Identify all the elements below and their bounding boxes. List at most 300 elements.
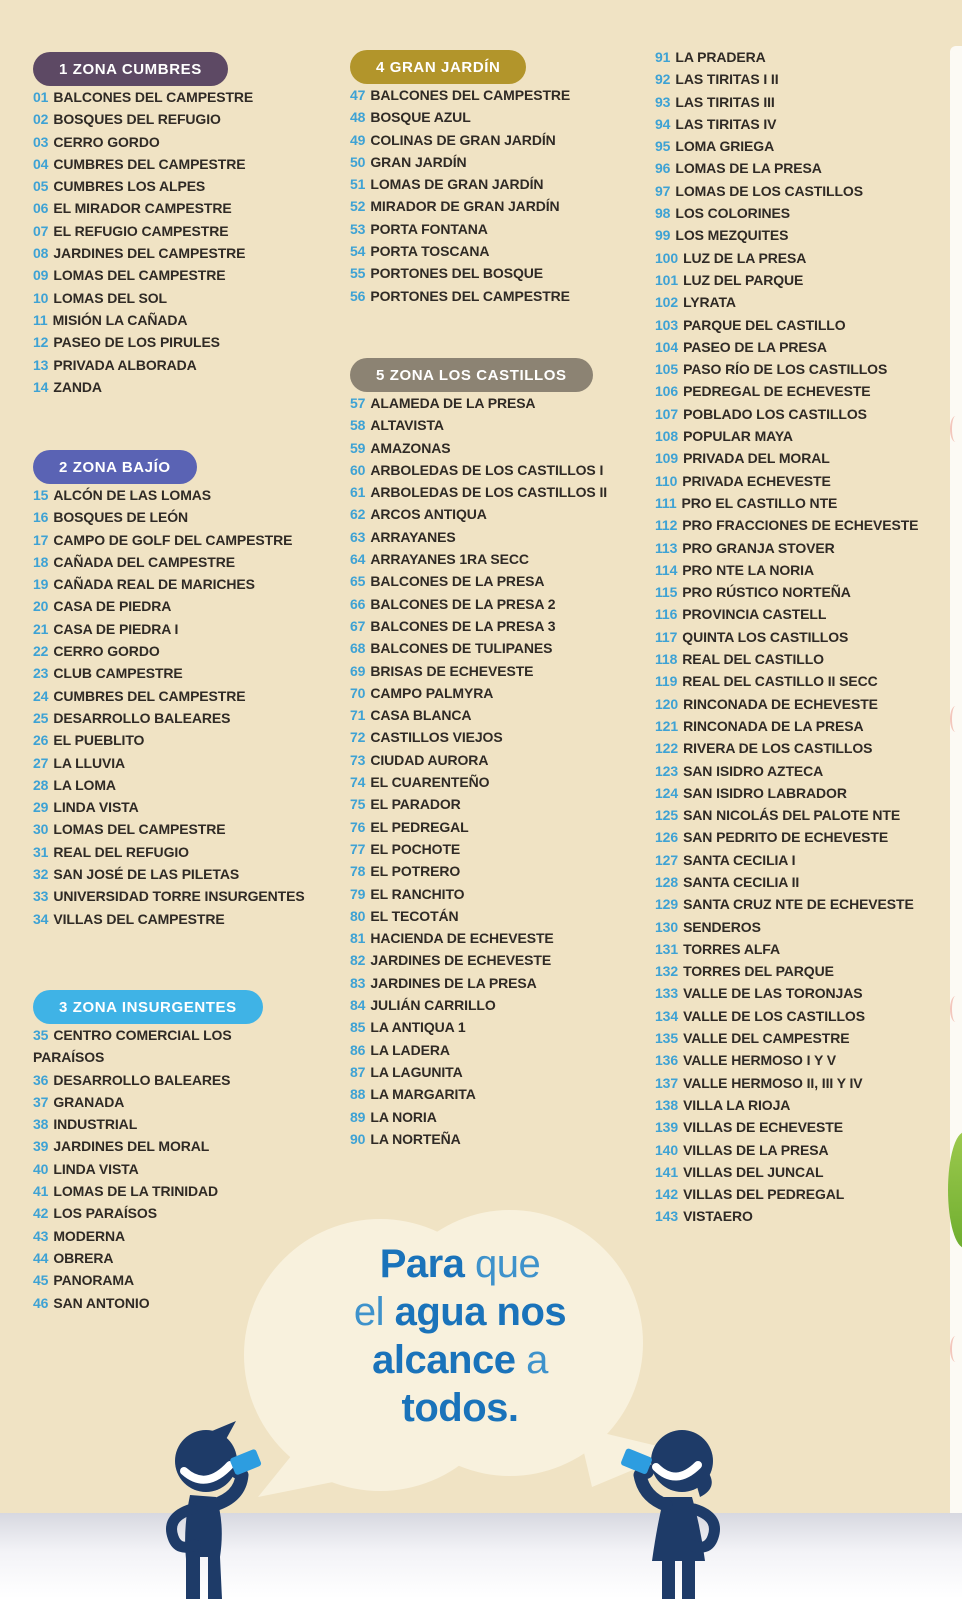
item-name: DESARROLLO BALEARES bbox=[53, 1071, 231, 1088]
item-number: 109 bbox=[655, 450, 679, 467]
item-name: SENDEROS bbox=[683, 918, 761, 935]
list-item bbox=[655, 938, 955, 960]
item-number: 130 bbox=[655, 918, 679, 935]
item-name: BRISAS DE ECHEVESTE bbox=[370, 662, 534, 679]
bubble-line-4 bbox=[295, 1384, 625, 1432]
item-name: ARBOLEDAS DE LOS CASTILLOS I bbox=[370, 461, 604, 478]
item-name: CAMPO PALMYRA bbox=[370, 684, 494, 701]
list-item bbox=[655, 559, 955, 581]
item-name: JARDINES DE ECHEVESTE bbox=[370, 952, 552, 969]
zone-pill-los-castillos: 5 ZONA LOS CASTILLOS bbox=[350, 358, 593, 392]
item-name: RINCONADA DE ECHEVESTE bbox=[683, 695, 878, 712]
item-number: 22 bbox=[33, 643, 49, 660]
item-number: 85 bbox=[350, 1019, 366, 1036]
item-name: POBLADO LOS CASTILLOS bbox=[683, 405, 867, 422]
item-name: LA NORTEÑA bbox=[370, 1130, 461, 1147]
item-name: LOS COLORINES bbox=[675, 205, 790, 222]
list-item bbox=[33, 818, 343, 840]
item-name: CERRO GORDO bbox=[53, 643, 160, 660]
list-item bbox=[33, 153, 343, 175]
zone-section-gran-jardin bbox=[350, 50, 650, 307]
list-item bbox=[350, 927, 650, 949]
zone-section-cumbres bbox=[33, 52, 343, 398]
zone-list-gran-jardin bbox=[350, 84, 650, 307]
item-number: 06 bbox=[33, 200, 49, 217]
list-item bbox=[350, 262, 650, 284]
list-item bbox=[350, 437, 650, 459]
list-item bbox=[33, 529, 343, 551]
item-number: 96 bbox=[655, 160, 671, 177]
list-item bbox=[33, 573, 343, 595]
item-number: 41 bbox=[33, 1183, 49, 1200]
item-name: SAN ISIDRO AZTECA bbox=[683, 762, 824, 779]
list-item bbox=[33, 484, 343, 506]
list-item bbox=[655, 1049, 955, 1071]
item-number: 86 bbox=[350, 1041, 366, 1058]
item-number: 33 bbox=[33, 888, 49, 905]
list-item bbox=[655, 358, 955, 380]
item-name: ARBOLEDAS DE LOS CASTILLOS II bbox=[370, 484, 608, 501]
item-number: 108 bbox=[655, 428, 679, 445]
item-number: 74 bbox=[350, 774, 366, 791]
list-item bbox=[33, 729, 343, 751]
item-name: PORTONES DEL BOSQUE bbox=[370, 265, 543, 282]
item-name: OBRERA bbox=[53, 1249, 114, 1266]
page-edge-strip bbox=[950, 46, 962, 1599]
item-name: PRIVADA ALBORADA bbox=[53, 356, 197, 373]
item-name: LOS PARAÍSOS bbox=[53, 1205, 157, 1222]
list-item bbox=[350, 771, 650, 793]
list-item bbox=[655, 336, 955, 358]
list-item bbox=[655, 1139, 955, 1161]
drinking-person-right bbox=[608, 1409, 738, 1599]
item-name: ARRAYANES bbox=[370, 528, 456, 545]
item-name: EL PUEBLITO bbox=[53, 732, 145, 749]
item-number: 126 bbox=[655, 829, 679, 846]
list-item bbox=[655, 314, 955, 336]
item-number: 106 bbox=[655, 383, 679, 400]
list-item bbox=[350, 392, 650, 414]
item-number: 04 bbox=[33, 155, 49, 172]
item-number: 138 bbox=[655, 1096, 679, 1113]
list-item bbox=[655, 425, 955, 447]
item-name: RINCONADA DE LA PRESA bbox=[683, 717, 864, 734]
list-item bbox=[655, 826, 955, 848]
bubble-text-segment: Para bbox=[379, 1242, 465, 1286]
item-name: BALCONES DEL CAMPESTRE bbox=[53, 89, 254, 105]
item-name: BALCONES DE LA PRESA 2 bbox=[370, 595, 556, 612]
item-number: 66 bbox=[350, 595, 366, 612]
item-number: 24 bbox=[33, 687, 49, 704]
zone-list-los-castillos bbox=[350, 392, 650, 1150]
item-number: 32 bbox=[33, 866, 49, 883]
item-name: EL CUARENTEÑO bbox=[370, 774, 490, 791]
item-name: CASTILLOS VIEJOS bbox=[370, 729, 503, 746]
item-name: PEDREGAL DE ECHEVESTE bbox=[683, 383, 871, 400]
list-item bbox=[655, 603, 955, 625]
list-item bbox=[350, 793, 650, 815]
item-name: BALCONES DE TULIPANES bbox=[370, 640, 553, 657]
item-number: 36 bbox=[33, 1071, 49, 1088]
item-name: LOMA GRIEGA bbox=[675, 138, 775, 155]
list-item bbox=[33, 1113, 285, 1135]
list-item bbox=[33, 287, 343, 309]
item-number: 46 bbox=[33, 1294, 49, 1311]
item-name: CUMBRES DEL CAMPESTRE bbox=[53, 155, 246, 172]
item-name: DESARROLLO BALEARES bbox=[53, 709, 231, 726]
item-number: 62 bbox=[350, 506, 366, 523]
list-item bbox=[33, 1135, 285, 1157]
item-name: SANTA CRUZ NTE DE ECHEVESTE bbox=[683, 896, 914, 913]
item-number: 79 bbox=[350, 885, 366, 902]
item-name: LOS MEZQUITES bbox=[675, 227, 789, 244]
list-item bbox=[655, 447, 955, 469]
item-name: INDUSTRIAL bbox=[53, 1116, 138, 1133]
item-number: 131 bbox=[655, 940, 679, 957]
item-name: PRIVADA DEL MORAL bbox=[683, 450, 830, 467]
item-name: HACIENDA DE ECHEVESTE bbox=[370, 930, 554, 947]
list-item bbox=[655, 737, 955, 759]
item-number: 20 bbox=[33, 598, 49, 615]
item-name: AMAZONAS bbox=[370, 439, 451, 456]
item-name: TORRES ALFA bbox=[683, 940, 780, 957]
bubble-text-segment: todos. bbox=[401, 1386, 519, 1430]
list-item bbox=[350, 682, 650, 704]
list-item bbox=[350, 816, 650, 838]
item-number: 54 bbox=[350, 243, 366, 260]
item-number: 42 bbox=[33, 1205, 49, 1222]
item-name: ARRAYANES 1RA SECC bbox=[370, 551, 529, 568]
item-name: ARCOS ANTIQUA bbox=[370, 506, 487, 523]
list-item bbox=[655, 982, 955, 1004]
list-item bbox=[655, 849, 955, 871]
list-item bbox=[350, 1106, 650, 1128]
item-number: 84 bbox=[350, 997, 366, 1014]
item-number: 129 bbox=[655, 896, 679, 913]
list-item bbox=[33, 662, 343, 684]
item-name: EL REFUGIO CAMPESTRE bbox=[53, 222, 229, 239]
list-item bbox=[350, 129, 650, 151]
item-number: 133 bbox=[655, 985, 679, 1002]
list-item bbox=[655, 648, 955, 670]
item-name: JARDINES DEL MORAL bbox=[53, 1138, 210, 1155]
item-name: SANTA CECILIA II bbox=[683, 873, 800, 890]
list-item bbox=[655, 1005, 955, 1027]
list-item bbox=[655, 380, 955, 402]
list-item bbox=[350, 151, 650, 173]
list-item bbox=[350, 972, 650, 994]
list-item bbox=[655, 91, 955, 113]
list-item bbox=[655, 537, 955, 559]
list-item bbox=[655, 113, 955, 135]
item-name: PRO RÚSTICO NORTEÑA bbox=[682, 584, 851, 601]
item-name: EL RANCHITO bbox=[370, 885, 465, 902]
item-name: PARQUE DEL CASTILLO bbox=[683, 316, 846, 333]
list-item bbox=[33, 309, 343, 331]
list-item bbox=[33, 640, 343, 662]
list-item bbox=[655, 1161, 955, 1183]
item-name: BALCONES DE LA PRESA bbox=[370, 573, 545, 590]
item-number: 64 bbox=[350, 551, 366, 568]
list-item bbox=[655, 871, 955, 893]
item-number: 141 bbox=[655, 1163, 679, 1180]
item-name: PORTA TOSCANA bbox=[370, 243, 490, 260]
item-name: CIUDAD AURORA bbox=[370, 751, 489, 768]
item-number: 57 bbox=[350, 395, 366, 411]
item-number: 09 bbox=[33, 267, 49, 284]
item-number: 98 bbox=[655, 205, 671, 222]
list-item bbox=[350, 838, 650, 860]
item-name: CLUB CAMPESTRE bbox=[53, 665, 183, 682]
item-name: PRO EL CASTILLO NTE bbox=[681, 494, 838, 511]
item-name: JULIÁN CARRILLO bbox=[370, 997, 496, 1014]
item-name: EL POTRERO bbox=[370, 863, 461, 880]
zone-list-bajio bbox=[33, 484, 343, 930]
item-name: REAL DEL REFUGIO bbox=[53, 843, 189, 860]
item-name: CASA DE PIEDRA bbox=[53, 598, 172, 615]
item-number: 69 bbox=[350, 662, 366, 679]
item-name: VALLE DE LAS TORONJAS bbox=[683, 985, 863, 1002]
item-number: 125 bbox=[655, 807, 679, 824]
item-number: 58 bbox=[350, 417, 366, 434]
item-number: 90 bbox=[350, 1130, 366, 1147]
item-name: EL POCHOTE bbox=[370, 840, 461, 857]
list-item bbox=[655, 269, 955, 291]
item-name: VILLAS DE ECHEVESTE bbox=[683, 1119, 843, 1136]
list-item bbox=[33, 108, 343, 130]
list-item bbox=[655, 1027, 955, 1049]
item-name: SAN NICOLÁS DEL PALOTE NTE bbox=[683, 807, 901, 824]
item-name: COLINAS DE GRAN JARDÍN bbox=[370, 131, 556, 148]
item-number: 59 bbox=[350, 439, 366, 456]
item-name: LINDA VISTA bbox=[53, 1160, 139, 1177]
item-number: 119 bbox=[655, 673, 678, 690]
item-number: 60 bbox=[350, 461, 366, 478]
item-name: CASA DE PIEDRA I bbox=[53, 620, 179, 637]
item-name: PRO GRANJA STOVER bbox=[682, 539, 835, 556]
list-item bbox=[33, 685, 343, 707]
list-item bbox=[33, 175, 343, 197]
item-name: CAÑADA REAL DE MARICHES bbox=[53, 576, 255, 593]
list-item bbox=[33, 197, 343, 219]
list-item bbox=[655, 247, 955, 269]
item-number: 37 bbox=[33, 1093, 49, 1110]
list-item bbox=[350, 860, 650, 882]
list-item bbox=[350, 1128, 650, 1150]
list-item bbox=[655, 291, 955, 313]
item-number: 94 bbox=[655, 115, 671, 132]
item-name: CAMPO DE GOLF DEL CAMPESTRE bbox=[53, 531, 293, 548]
item-number: 81 bbox=[350, 930, 366, 947]
list-item bbox=[33, 774, 343, 796]
item-number: 71 bbox=[350, 707, 366, 724]
list-item bbox=[655, 46, 955, 68]
list-item bbox=[655, 492, 955, 514]
bubble-text-segment: alcance bbox=[372, 1338, 516, 1382]
item-number: 16 bbox=[33, 509, 49, 526]
item-number: 136 bbox=[655, 1052, 679, 1069]
list-item bbox=[350, 240, 650, 262]
item-number: 44 bbox=[33, 1249, 49, 1266]
item-number: 31 bbox=[33, 843, 49, 860]
bubble-line-3 bbox=[295, 1336, 625, 1384]
item-name: LOMAS DEL SOL bbox=[53, 289, 167, 306]
item-name: LA LLUVIA bbox=[53, 754, 126, 771]
item-number: 17 bbox=[33, 531, 49, 548]
item-number: 30 bbox=[33, 821, 49, 838]
item-number: 142 bbox=[655, 1186, 679, 1203]
bubble-line-2 bbox=[295, 1288, 625, 1336]
item-number: 50 bbox=[350, 153, 366, 170]
item-number: 87 bbox=[350, 1063, 366, 1080]
zone-list-cumbres bbox=[33, 86, 343, 398]
item-name: PROVINCIA CASTELL bbox=[682, 606, 827, 623]
item-number: 25 bbox=[33, 709, 49, 726]
list-item bbox=[33, 376, 343, 398]
item-name: GRAN JARDÍN bbox=[370, 153, 467, 170]
list-item bbox=[33, 863, 343, 885]
item-name: VALLE DEL CAMPESTRE bbox=[683, 1030, 850, 1047]
item-number: 107 bbox=[655, 405, 679, 422]
item-number: 03 bbox=[33, 133, 49, 150]
item-number: 117 bbox=[655, 628, 678, 645]
item-number: 103 bbox=[655, 316, 679, 333]
list-item bbox=[33, 551, 343, 573]
list-item bbox=[350, 414, 650, 436]
item-number: 122 bbox=[655, 740, 679, 757]
item-name: UNIVERSIDAD TORRE INSURGENTES bbox=[53, 888, 305, 905]
list-item bbox=[33, 86, 343, 108]
item-number: 47 bbox=[350, 87, 366, 103]
item-number: 49 bbox=[350, 131, 366, 148]
item-number: 01 bbox=[33, 89, 49, 105]
list-item bbox=[655, 202, 955, 224]
list-item bbox=[350, 660, 650, 682]
list-item bbox=[350, 994, 650, 1016]
item-number: 63 bbox=[350, 528, 366, 545]
list-item bbox=[350, 1083, 650, 1105]
item-name: LOMAS DE LA TRINIDAD bbox=[53, 1183, 219, 1200]
item-name: EL PARADOR bbox=[370, 796, 461, 813]
bottom-page-band bbox=[0, 1513, 962, 1599]
list-item bbox=[655, 760, 955, 782]
item-name: LAS TIRITAS IV bbox=[675, 115, 777, 132]
list-item bbox=[33, 331, 343, 353]
item-number: 118 bbox=[655, 651, 678, 668]
item-name: VALLE HERMOSO II, III Y IV bbox=[683, 1074, 863, 1091]
list-item bbox=[655, 514, 955, 536]
item-name: BALCONES DEL CAMPESTRE bbox=[370, 87, 571, 103]
list-item bbox=[655, 960, 955, 982]
list-item bbox=[33, 841, 343, 863]
item-number: 132 bbox=[655, 963, 679, 980]
item-name: LA LAGUNITA bbox=[370, 1063, 463, 1080]
item-name: MIRADOR DE GRAN JARDÍN bbox=[370, 198, 560, 215]
item-name: LA LOMA bbox=[53, 776, 116, 793]
list-item bbox=[655, 693, 955, 715]
item-name: PRO FRACCIONES DE ECHEVESTE bbox=[682, 517, 919, 534]
item-name: EL PEDREGAL bbox=[370, 818, 469, 835]
item-name: CASA BLANCA bbox=[370, 707, 472, 724]
item-number: 72 bbox=[350, 729, 366, 746]
item-name: SANTA CECILIA I bbox=[683, 851, 796, 868]
list-item bbox=[33, 264, 343, 286]
list-item bbox=[655, 893, 955, 915]
list-item bbox=[350, 704, 650, 726]
item-number: 99 bbox=[655, 227, 671, 244]
item-number: 92 bbox=[655, 71, 671, 88]
item-number: 19 bbox=[33, 576, 49, 593]
list-item bbox=[350, 195, 650, 217]
item-name: VISTAERO bbox=[683, 1208, 753, 1225]
bubble-line-1 bbox=[295, 1240, 625, 1288]
drinking-person-left bbox=[150, 1409, 280, 1599]
item-name: VILLAS DE LA PRESA bbox=[683, 1141, 829, 1158]
item-number: 105 bbox=[655, 361, 679, 378]
item-name: LINDA VISTA bbox=[53, 799, 139, 816]
list-item bbox=[350, 570, 650, 592]
item-number: 89 bbox=[350, 1108, 366, 1125]
item-number: 35 bbox=[33, 1027, 49, 1043]
list-item bbox=[655, 1094, 955, 1116]
item-name: PORTONES DEL CAMPESTRE bbox=[370, 287, 570, 304]
list-item bbox=[350, 218, 650, 240]
item-number: 51 bbox=[350, 176, 366, 193]
item-name: JARDINES DEL CAMPESTRE bbox=[53, 245, 246, 262]
item-name: VILLA LA RIOJA bbox=[683, 1096, 791, 1113]
item-number: 52 bbox=[350, 198, 366, 215]
item-number: 124 bbox=[655, 784, 679, 801]
item-name: LOMAS DE GRAN JARDÍN bbox=[370, 176, 544, 193]
item-name: SAN JOSÉ DE LAS PILETAS bbox=[53, 866, 240, 883]
item-name: CENTRO COMERCIAL LOS PARAÍSOS bbox=[33, 1027, 232, 1066]
item-name: REAL DEL CASTILLO bbox=[682, 651, 824, 668]
zone-pill-bajio: 2 ZONA BAJÍO bbox=[33, 450, 197, 484]
item-number: 110 bbox=[655, 472, 678, 489]
item-number: 38 bbox=[33, 1116, 49, 1133]
item-name: EL TECOTÁN bbox=[370, 907, 459, 924]
list-item bbox=[33, 220, 343, 242]
item-name: VILLAS DEL CAMPESTRE bbox=[53, 910, 225, 927]
bubble-text-segment: que bbox=[464, 1242, 541, 1286]
list-item bbox=[655, 804, 955, 826]
item-number: 88 bbox=[350, 1086, 366, 1103]
item-name: LA NORIA bbox=[370, 1108, 437, 1125]
item-number: 97 bbox=[655, 182, 671, 199]
item-number: 68 bbox=[350, 640, 366, 657]
item-number: 95 bbox=[655, 138, 671, 155]
list-item bbox=[655, 224, 955, 246]
list-item bbox=[655, 403, 955, 425]
item-name: BOSQUES DE LEÓN bbox=[53, 509, 189, 526]
item-number: 100 bbox=[655, 249, 679, 266]
item-number: 34 bbox=[33, 910, 49, 927]
item-name: LAS TIRITAS I II bbox=[675, 71, 779, 88]
item-name: SAN PEDRITO DE ECHEVESTE bbox=[683, 829, 889, 846]
list-item bbox=[655, 626, 955, 648]
item-name: RIVERA DE LOS CASTILLOS bbox=[683, 740, 873, 757]
item-name: VALLE DE LOS CASTILLOS bbox=[683, 1007, 865, 1024]
list-item bbox=[350, 615, 650, 637]
item-number: 43 bbox=[33, 1227, 49, 1244]
item-number: 14 bbox=[33, 378, 49, 395]
item-number: 61 bbox=[350, 484, 366, 501]
item-name: LUZ DE LA PRESA bbox=[683, 249, 807, 266]
item-number: 134 bbox=[655, 1007, 679, 1024]
item-number: 143 bbox=[655, 1208, 679, 1225]
list-item bbox=[350, 883, 650, 905]
squiggle-decoration bbox=[950, 1336, 961, 1362]
